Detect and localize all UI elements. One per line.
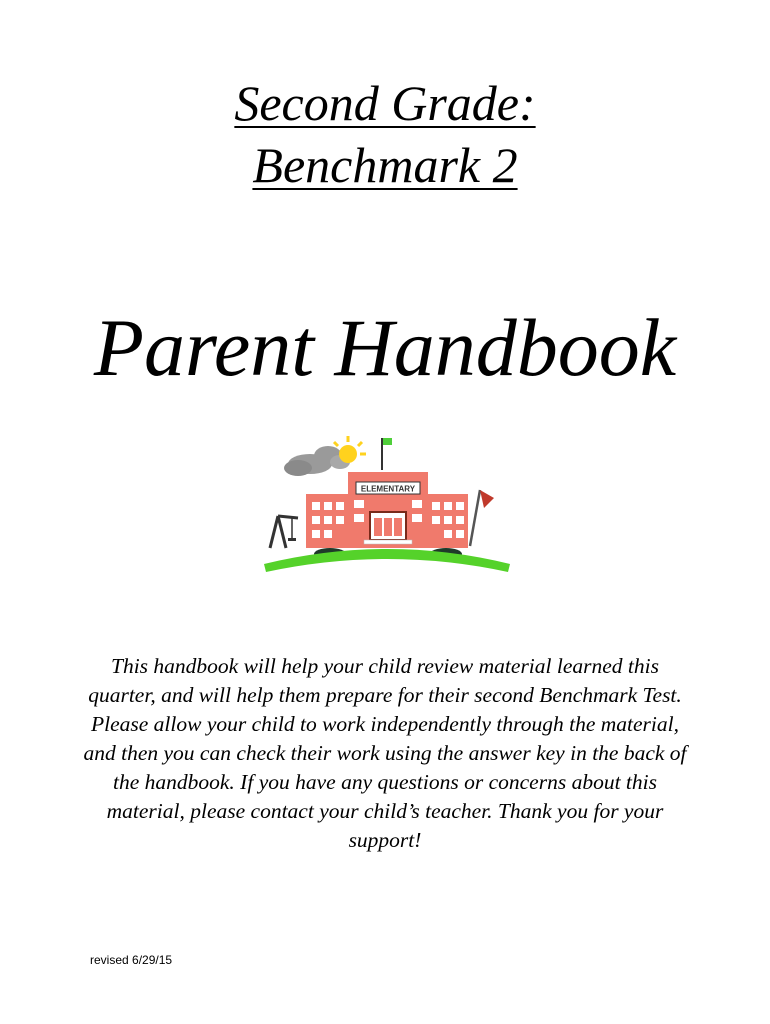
flag-icon <box>382 438 392 470</box>
elementary-school-illustration <box>258 428 518 578</box>
flag-icon <box>470 490 494 546</box>
intro-paragraph: This handbook will help your child review material learned this quarter, and will help them prepare for their second Benchmark Test. Please allow your child to work independently through the material, and then you can check their work using the answer key in the back of the handbook. If you have any questions or concerns about this material, please contact your child’s teacher. Thank you for your support! <box>83 654 687 852</box>
title-grade: Second Grade: <box>234 75 536 131</box>
school-building <box>306 472 468 548</box>
swing-set-icon <box>270 516 298 548</box>
handbook-title: Parent Handbook <box>93 302 677 393</box>
title-block <box>0 72 770 196</box>
school-sign: ELEMENTARY <box>360 484 416 494</box>
title-benchmark: Benchmark 2 <box>252 137 518 193</box>
revised-date: revised 6/29/15 <box>90 953 173 967</box>
